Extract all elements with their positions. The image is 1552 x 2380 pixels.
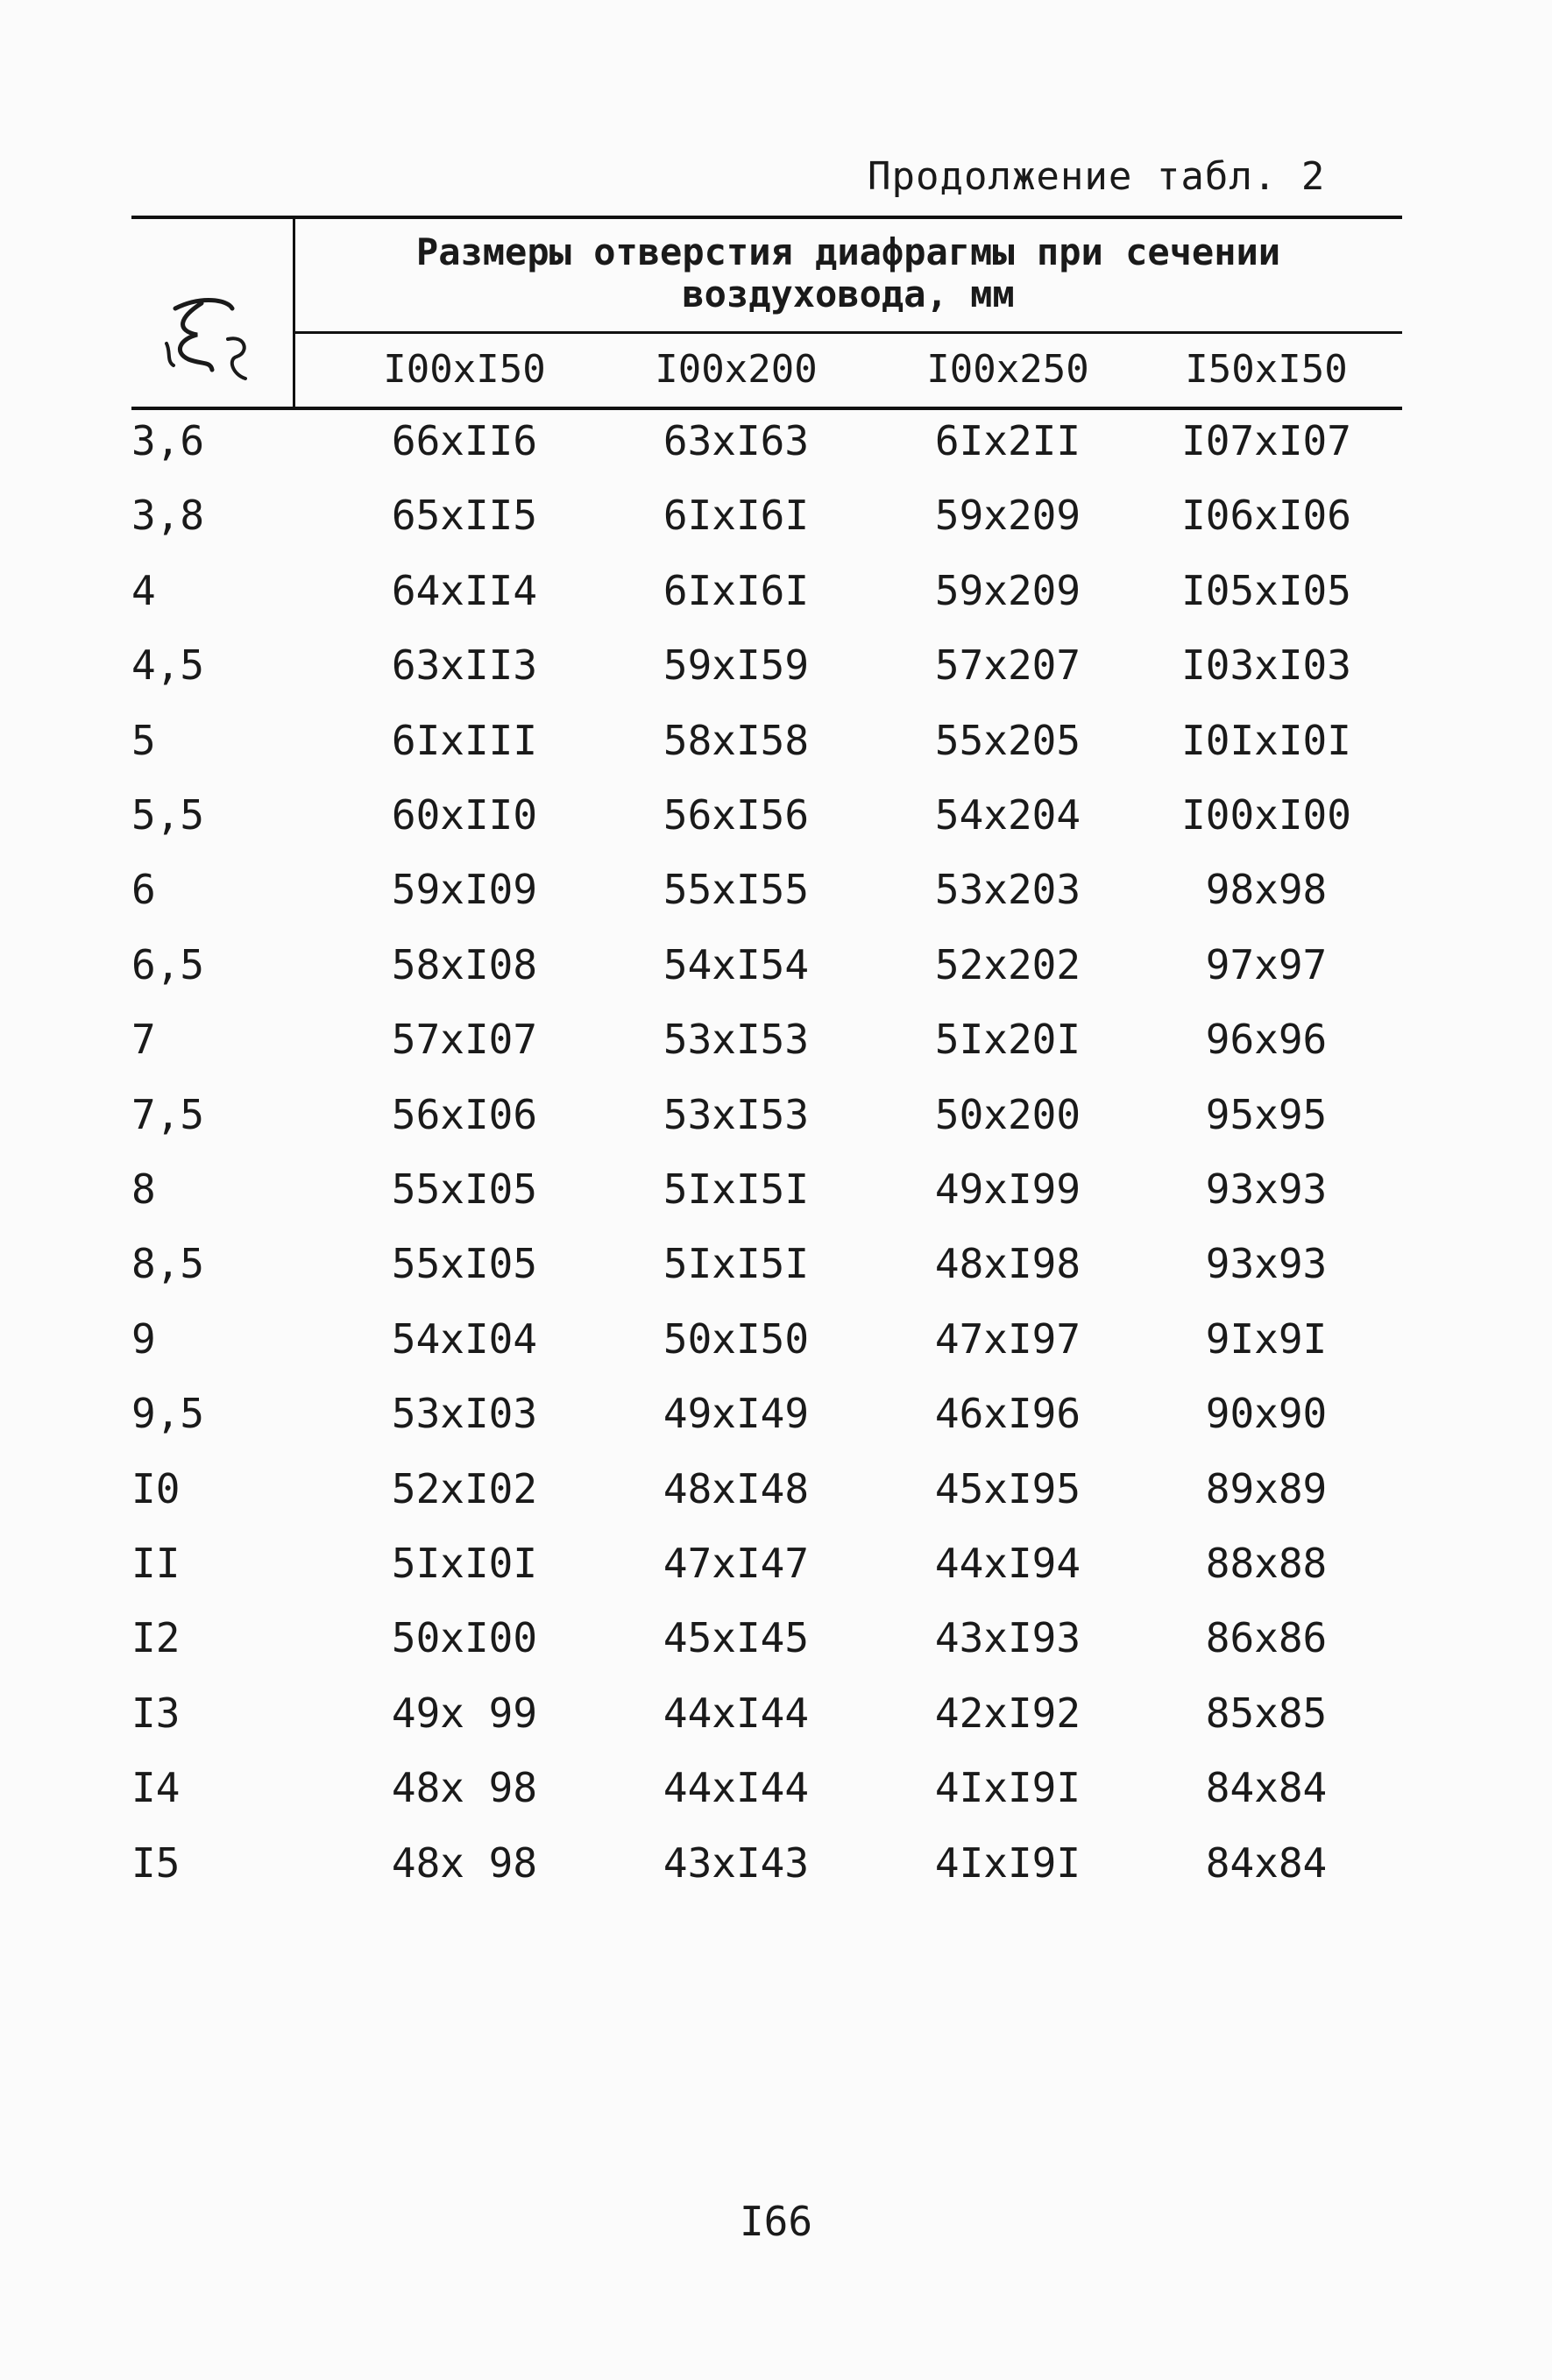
- opening-size-cell: 98x98: [1205, 866, 1328, 914]
- header-title-line2: воздуховода, мм: [682, 273, 1015, 315]
- table-row: [131, 791, 1402, 866]
- table-row: [131, 1540, 1402, 1614]
- opening-size-cell: 63xII3: [391, 641, 538, 690]
- opening-size-cell: 52x202: [934, 940, 1081, 988]
- opening-size-cell: 48xI98: [934, 1240, 1081, 1288]
- zeta-value: 6,5: [131, 940, 205, 988]
- zeta-symbol-icon: [149, 291, 280, 387]
- table-row: [131, 717, 1402, 791]
- zeta-value: I4: [131, 1764, 181, 1812]
- opening-size-cell: 45xI45: [663, 1614, 810, 1662]
- opening-size-cell: 64xII4: [391, 566, 538, 614]
- opening-size-cell: 49xI49: [663, 1390, 810, 1438]
- opening-size-cell: I0IxI0I: [1181, 716, 1351, 764]
- zeta-value: 7,5: [131, 1090, 205, 1138]
- opening-size-cell: 85x85: [1205, 1689, 1328, 1737]
- opening-size-cell: 59x209: [934, 492, 1081, 540]
- opening-size-cell: 59xI59: [663, 641, 810, 690]
- opening-size-cell: 93x93: [1205, 1240, 1328, 1288]
- table-row: [131, 1315, 1402, 1390]
- opening-size-cell: 95x95: [1205, 1090, 1328, 1138]
- zeta-value: I0: [131, 1464, 181, 1512]
- opening-size-cell: 50xI50: [663, 1314, 810, 1363]
- opening-size-cell: 55xI05: [391, 1165, 538, 1213]
- opening-size-cell: 53x203: [934, 866, 1081, 914]
- zeta-value: I5: [131, 1838, 181, 1887]
- opening-size-cell: 6Ix2II: [934, 417, 1081, 464]
- opening-size-cell: 45xI95: [934, 1464, 1081, 1512]
- table-row: [131, 492, 1402, 566]
- opening-size-cell: 6IxIII: [391, 716, 538, 764]
- zeta-value: 9,5: [131, 1390, 205, 1438]
- opening-size-cell: 6IxI6I: [663, 566, 810, 614]
- table-row: [131, 1839, 1402, 1914]
- opening-size-cell: 4IxI9I: [934, 1764, 1081, 1812]
- table-row: [131, 567, 1402, 641]
- opening-size-cell: I00xI00: [1181, 791, 1351, 839]
- column-header: I50xI50: [1185, 347, 1348, 392]
- opening-size-cell: 57x207: [934, 641, 1081, 690]
- table-caption: Продолжение табл. 2: [868, 154, 1326, 199]
- zeta-value: 9: [131, 1314, 156, 1363]
- header-title: [294, 231, 1402, 315]
- column-header: I00x250: [926, 347, 1089, 392]
- opening-size-cell: 5Ix20I: [934, 1016, 1081, 1064]
- opening-size-cell: 5IxI5I: [663, 1240, 810, 1288]
- zeta-value: 3,8: [131, 492, 205, 540]
- header-middle-rule: [294, 331, 1402, 334]
- table-row: [131, 1165, 1402, 1240]
- opening-size-cell: 48x 98: [391, 1764, 538, 1812]
- column-header: I00x200: [655, 347, 818, 392]
- table-row: [131, 1614, 1402, 1689]
- opening-size-cell: 66xII6: [391, 417, 538, 464]
- opening-size-cell: 55xI05: [391, 1240, 538, 1288]
- header-bottom-rule: [131, 407, 1402, 410]
- zeta-value: 5: [131, 716, 156, 764]
- opening-size-cell: 58xI08: [391, 940, 538, 988]
- opening-size-cell: 86x86: [1205, 1614, 1328, 1662]
- opening-size-cell: 42xI92: [934, 1689, 1081, 1737]
- opening-size-cell: 50x200: [934, 1090, 1081, 1138]
- opening-size-cell: 57xI07: [391, 1016, 538, 1064]
- opening-size-cell: 44xI44: [663, 1764, 810, 1812]
- table-row: [131, 941, 1402, 1016]
- zeta-value: 7: [131, 1016, 156, 1064]
- opening-size-cell: 88x88: [1205, 1540, 1328, 1587]
- table-row: [131, 1764, 1402, 1838]
- opening-size-cell: I05xI05: [1181, 566, 1351, 614]
- table-row: [131, 417, 1402, 492]
- table-top-rule: [131, 216, 1402, 219]
- opening-size-cell: 93x93: [1205, 1165, 1328, 1213]
- opening-size-cell: 55x205: [934, 716, 1081, 764]
- opening-size-cell: 43xI43: [663, 1838, 810, 1887]
- table-row: [131, 1016, 1402, 1090]
- zeta-value: 5,5: [131, 791, 205, 839]
- opening-size-cell: 9Ix9I: [1205, 1314, 1328, 1363]
- opening-size-cell: 60xII0: [391, 791, 538, 839]
- opening-size-cell: 4IxI9I: [934, 1838, 1081, 1887]
- opening-size-cell: 47xI97: [934, 1314, 1081, 1363]
- opening-size-cell: 43xI93: [934, 1614, 1081, 1662]
- zeta-value: 4: [131, 566, 156, 614]
- table-row: [131, 866, 1402, 940]
- zeta-value: 3,6: [131, 417, 205, 464]
- page-number: I66: [739, 2198, 813, 2245]
- opening-size-cell: 59xI09: [391, 866, 538, 914]
- opening-size-cell: 53xI53: [663, 1090, 810, 1138]
- opening-size-cell: 59x209: [934, 566, 1081, 614]
- opening-size-cell: 53xI03: [391, 1390, 538, 1438]
- table-row: [131, 1240, 1402, 1314]
- opening-size-cell: 58xI58: [663, 716, 810, 764]
- opening-size-cell: 96x96: [1205, 1016, 1328, 1064]
- opening-size-cell: 52xI02: [391, 1464, 538, 1512]
- opening-size-cell: 90x90: [1205, 1390, 1328, 1438]
- zeta-value: 8: [131, 1165, 156, 1213]
- header-title-line1: Размеры отверстия диафрагмы при сечении: [415, 230, 1281, 273]
- opening-size-cell: 54x204: [934, 791, 1081, 839]
- table-row: [131, 1465, 1402, 1540]
- opening-size-cell: 50xI00: [391, 1614, 538, 1662]
- opening-size-cell: 55xI55: [663, 866, 810, 914]
- table-row: [131, 1091, 1402, 1165]
- opening-size-cell: 56xI06: [391, 1090, 538, 1138]
- opening-size-cell: 54xI04: [391, 1314, 538, 1363]
- opening-size-cell: I06xI06: [1181, 492, 1351, 540]
- opening-size-cell: 84x84: [1205, 1838, 1328, 1887]
- zeta-value: I2: [131, 1614, 181, 1662]
- opening-size-cell: 97x97: [1205, 940, 1328, 988]
- zeta-value: 4,5: [131, 641, 205, 690]
- zeta-value: I3: [131, 1689, 181, 1737]
- zeta-value: 6: [131, 866, 156, 914]
- opening-size-cell: 53xI53: [663, 1016, 810, 1064]
- table-row: [131, 641, 1402, 716]
- opening-size-cell: 48xI48: [663, 1464, 810, 1512]
- opening-size-cell: 5IxI0I: [391, 1540, 538, 1587]
- column-header: I00xI50: [383, 347, 546, 392]
- opening-size-cell: 49xI99: [934, 1165, 1081, 1213]
- opening-size-cell: 46xI96: [934, 1390, 1081, 1438]
- opening-size-cell: 56xI56: [663, 791, 810, 839]
- opening-size-cell: 44xI94: [934, 1540, 1081, 1587]
- opening-size-cell: 48x 98: [391, 1838, 538, 1887]
- opening-size-cell: 84x84: [1205, 1764, 1328, 1812]
- opening-size-cell: 44xI44: [663, 1689, 810, 1737]
- opening-size-cell: 65xII5: [391, 492, 538, 540]
- opening-size-cell: 54xI54: [663, 940, 810, 988]
- opening-size-cell: I07xI07: [1181, 417, 1351, 464]
- opening-size-cell: 89x89: [1205, 1464, 1328, 1512]
- table-row: [131, 1689, 1402, 1764]
- opening-size-cell: 47xI47: [663, 1540, 810, 1587]
- zeta-value: 8,5: [131, 1240, 205, 1288]
- opening-size-cell: 63xI63: [663, 417, 810, 464]
- table-row: [131, 1390, 1402, 1464]
- opening-size-cell: 6IxI6I: [663, 492, 810, 540]
- opening-size-cell: I03xI03: [1181, 641, 1351, 690]
- zeta-value: II: [131, 1540, 181, 1587]
- opening-size-cell: 49x 99: [391, 1689, 538, 1737]
- opening-size-cell: 5IxI5I: [663, 1165, 810, 1213]
